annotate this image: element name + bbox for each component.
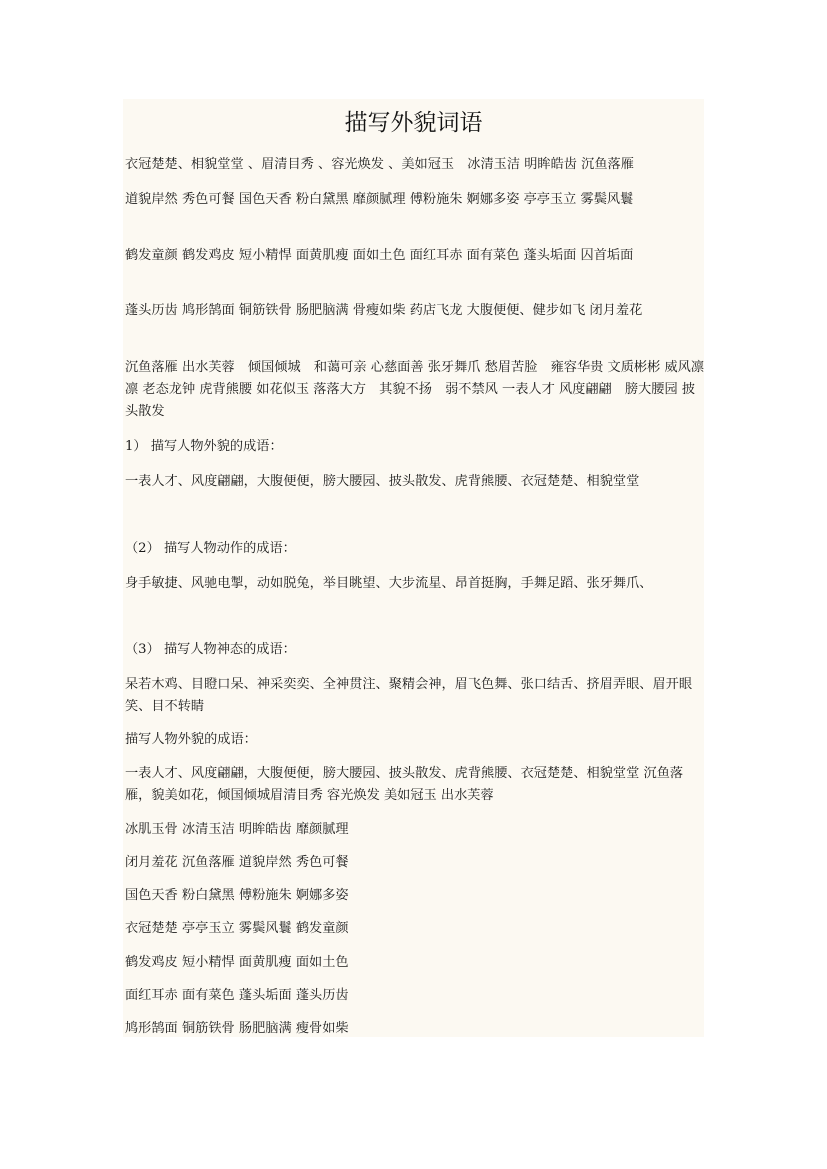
paragraph-9: 一表人才、风度翩翩，大腹便便，膀大腰园、披头散发、虎背熊腰、衣冠楚楚、相貌堂堂 沉鱼落雁，貌美如花，倾国倾城眉清目秀 容光焕发 美如冠玉 出水芙蓉	[125, 766, 684, 803]
section-heading-4: 描写人物外貌的成语：	[125, 732, 257, 747]
section-heading-1: 1） 描写人物外貌的成语：	[125, 439, 283, 454]
idiom-line-1: 冰肌玉骨 冰清玉洁 明眸皓齿 靡颜腻理	[125, 822, 349, 837]
idiom-line-4: 衣冠楚楚 亭亭玉立 雾鬓风鬟 鹤发童颜	[125, 921, 349, 936]
paragraph-6: 一表人才、风度翩翩，大腹便便，膀大腰园、披头散发、虎背熊腰、衣冠楚楚、相貌堂堂	[125, 474, 640, 489]
idiom-line-7: 鸠形鹄面 铜筋铁骨 肠肥脑满 瘦骨如柴	[125, 1021, 349, 1036]
section-heading-2: （2） 描写人物动作的成语：	[125, 541, 296, 556]
paragraph-1: 衣冠楚楚、相貌堂堂 、眉清目秀 、容光焕发 、美如冠玉 冰清玉洁 明眸皓齿 沉鱼落雁	[125, 157, 634, 172]
paragraph-7: 身手敏捷、风驰电掣，动如脱兔，举目眺望、大步流星、昂首挺胸，手舞足蹈、张牙舞爪、	[125, 576, 653, 591]
paragraph-4: 蓬头历齿 鸠形鹄面 铜筋铁骨 肠肥脑满 骨瘦如柴 药店飞龙 大腹便便、健步如飞 闭月羞花	[125, 303, 643, 318]
paragraph-8: 呆若木鸡、目瞪口呆、神采奕奕、全神贯注、聚精会神，眉飞色舞、张口结舌、挤眉弄眼、眉开眼笑、目不转睛	[125, 677, 693, 714]
idiom-line-5: 鹤发鸡皮 短小精悍 面黄肌瘦 面如土色	[125, 955, 349, 970]
section-heading-3: （3） 描写人物神态的成语：	[125, 642, 296, 657]
document-title: 描写外貌词语	[344, 110, 483, 136]
idiom-line-6: 面红耳赤 面有菜色 蓬头垢面 蓬头历齿	[125, 988, 349, 1003]
idiom-line-2: 闭月羞花 沉鱼落雁 道貌岸然 秀色可餐	[125, 855, 349, 870]
paragraph-2: 道貌岸然 秀色可餐 国色天香 粉白黛黑 靡颜腻理 傅粉施朱 婀娜多姿 亭亭玉立 雾鬓风鬟	[125, 192, 634, 207]
paragraph-5: 沉鱼落雁 出水芙蓉 倾国倾城 和蔼可亲 心慈面善 张牙舞爪 愁眉苦脸 雍容华贵 文质彬彬 威风凛凛 老态龙钟 虎背熊腰 如花似玉 落落大方 其貌不扬 弱不禁风 一表人才 风度翩翩 膀大腰园 披头散发	[125, 360, 705, 419]
paragraph-3: 鹤发童颜 鹤发鸡皮 短小精悍 面黄肌瘦 面如土色 面红耳赤 面有菜色 蓬头垢面 囚首垢面	[125, 248, 634, 263]
idiom-line-3: 国色天香 粉白黛黑 傅粉施朱 婀娜多姿	[125, 888, 349, 903]
